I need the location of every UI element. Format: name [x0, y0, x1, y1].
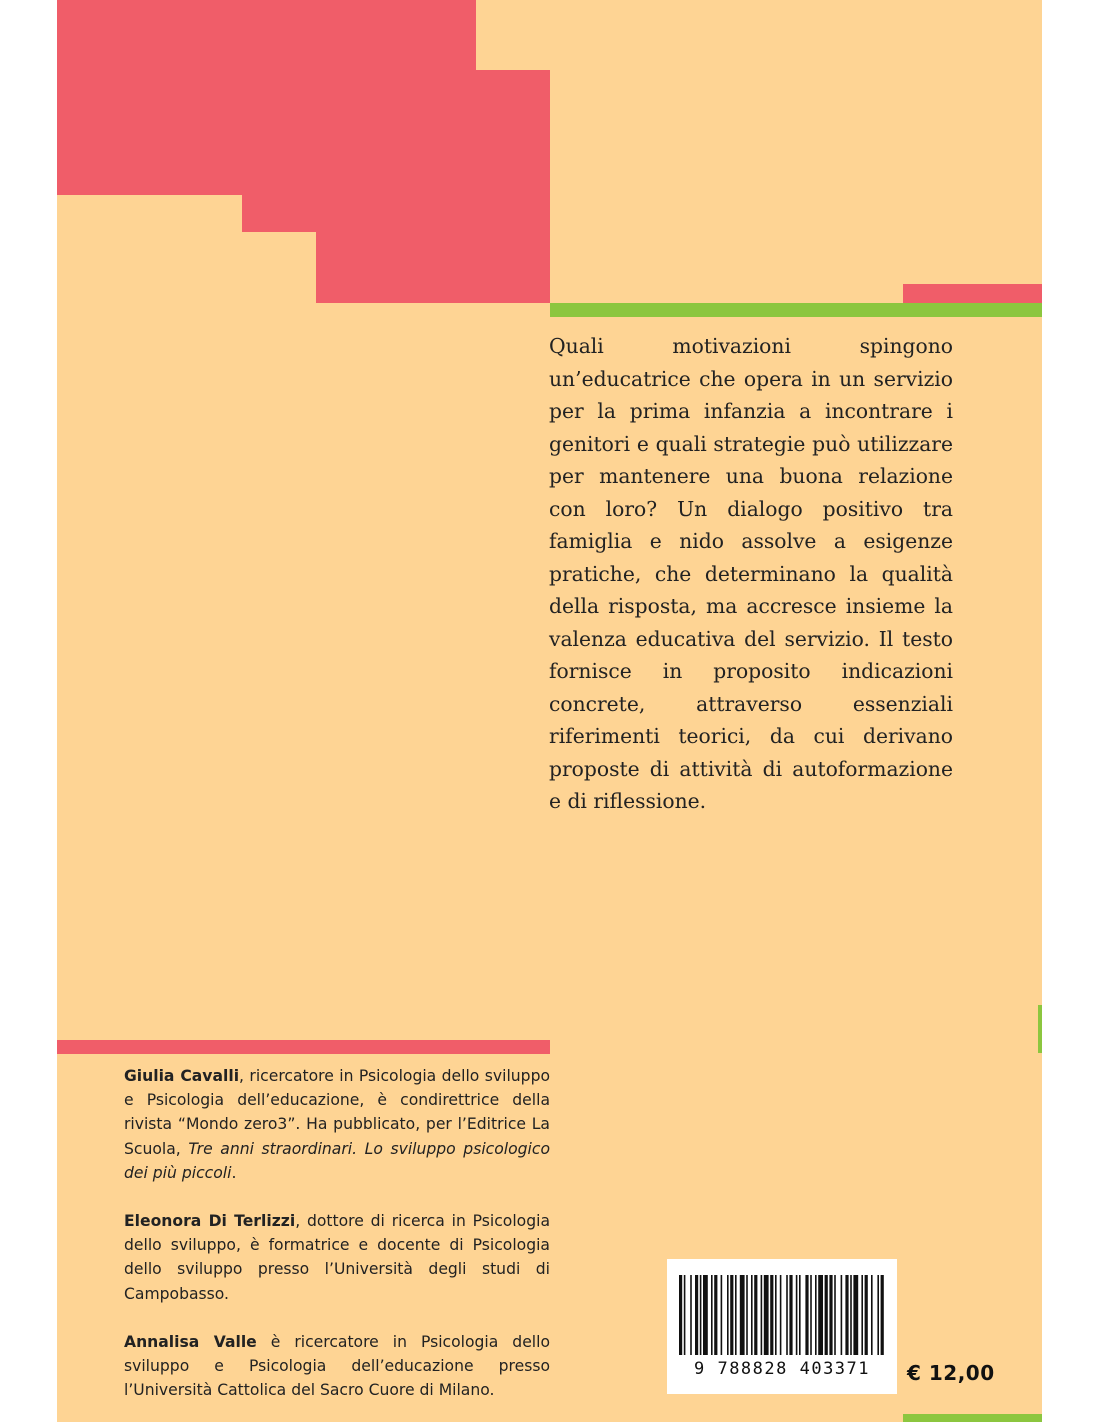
back-cover [57, 0, 1042, 1422]
barcode-bar [695, 1275, 698, 1355]
isbn-digits: 9 788828 403371 [693, 1359, 871, 1379]
barcode-bar [850, 1275, 852, 1355]
barcode-bar [829, 1275, 832, 1355]
barcode-bar [871, 1275, 873, 1355]
author-name: Eleonora Di Terlizzi [124, 1212, 296, 1230]
book-title: Tre anni straordinari. Lo sviluppo psicologico dei più piccoli [124, 1139, 550, 1182]
barcode-bar [825, 1275, 828, 1355]
pink-block-top [57, 0, 476, 70]
pink-tab-right [903, 284, 1042, 303]
barcode-bar [881, 1275, 884, 1355]
author-bio-text: è ricercatore in Psicologia dello sviluppo e Psicologia dell’educazione presso l’Università Cattolica del Sacro Cuore di Milano. [124, 1333, 550, 1400]
barcode-bar [841, 1275, 843, 1355]
pink-step-2 [316, 232, 550, 303]
bio-end: . [231, 1163, 237, 1182]
green-rule-bottom [903, 1414, 1042, 1422]
barcode-bar [690, 1275, 692, 1355]
barcode-bar [735, 1275, 737, 1355]
pink-rule-bio [57, 1040, 550, 1054]
barcode-bar [789, 1275, 792, 1355]
barcode-bar [786, 1275, 788, 1355]
barcode-bar [796, 1275, 798, 1355]
author-name: Giulia Cavalli [124, 1067, 240, 1085]
barcode-bar [751, 1275, 753, 1355]
barcode-bar [853, 1275, 858, 1355]
barcode-bars [679, 1275, 885, 1355]
barcode-bar [865, 1275, 868, 1355]
green-rule-top [550, 303, 1042, 317]
author-bio-cavalli [124, 1064, 550, 1185]
barcode-bar [754, 1275, 757, 1355]
barcode [667, 1259, 897, 1394]
barcode-bar [775, 1275, 777, 1355]
barcode-bar [730, 1275, 733, 1355]
author-bio-valle [124, 1330, 550, 1403]
barcode-bar [700, 1275, 702, 1355]
barcode-bar [711, 1275, 713, 1355]
price-label: € 12,00 [907, 1361, 995, 1385]
pink-step-1 [242, 195, 550, 232]
barcode-bar [810, 1275, 812, 1355]
barcode-bar [746, 1275, 748, 1355]
green-edge-mark [1038, 1005, 1042, 1053]
barcode-bar [815, 1275, 817, 1355]
barcode-bar [861, 1275, 863, 1355]
barcode-bar [761, 1275, 763, 1355]
barcode-bar [770, 1275, 773, 1355]
author-bio-text: , ricercatore in Psicologia dello sviluppo e Psicologia dell’educazione, è condirettrice della rivista “Mondo zero3”. Ha pubblicato, per l’Editrice La Scuola, [124, 1067, 551, 1158]
barcode-bar [721, 1275, 723, 1355]
pink-block-wide [57, 70, 550, 195]
barcode-bar [834, 1275, 836, 1355]
barcode-bar [684, 1275, 686, 1355]
barcode-bar [714, 1275, 717, 1355]
barcode-bar [818, 1275, 823, 1355]
author-bio-text: , dottore di ricerca in Psicologia dello sviluppo, è formatrice e docente di Psicologia dello sviluppo presso l’Università degli studi di Campobasso. [124, 1212, 551, 1303]
barcode-bar [877, 1275, 879, 1355]
barcode-bar [780, 1275, 782, 1355]
barcode-bar [845, 1275, 848, 1355]
barcode-bar [764, 1275, 769, 1355]
barcode-bar [727, 1275, 729, 1355]
blurb-text: Quali motivazioni spingono un’educatrice che opera in un servizio per la prima infanzia a incontrare i genitori e quali strategie può utilizzare per mantenere una buona relazione con loro? Un dialogo positivo tra famiglia e nido assolve a esigenze pratiche, che determinano la qualità della risposta, ma accresce insieme la valenza educativa del servizio. Il testo fornisce in proposito indicazioni concrete, attraverso essenziali riferimenti teorici, da cui derivano proposte di attività di autoformazione e di riflessione. [549, 334, 953, 813]
author-name: Annalisa Valle [124, 1333, 257, 1351]
barcode-bar [703, 1275, 708, 1355]
author-bio-di-terlizzi [124, 1209, 550, 1306]
barcode-bar [805, 1275, 808, 1355]
barcode-bar [740, 1275, 745, 1355]
barcode-bar [799, 1275, 801, 1355]
barcode-bar [679, 1275, 682, 1355]
